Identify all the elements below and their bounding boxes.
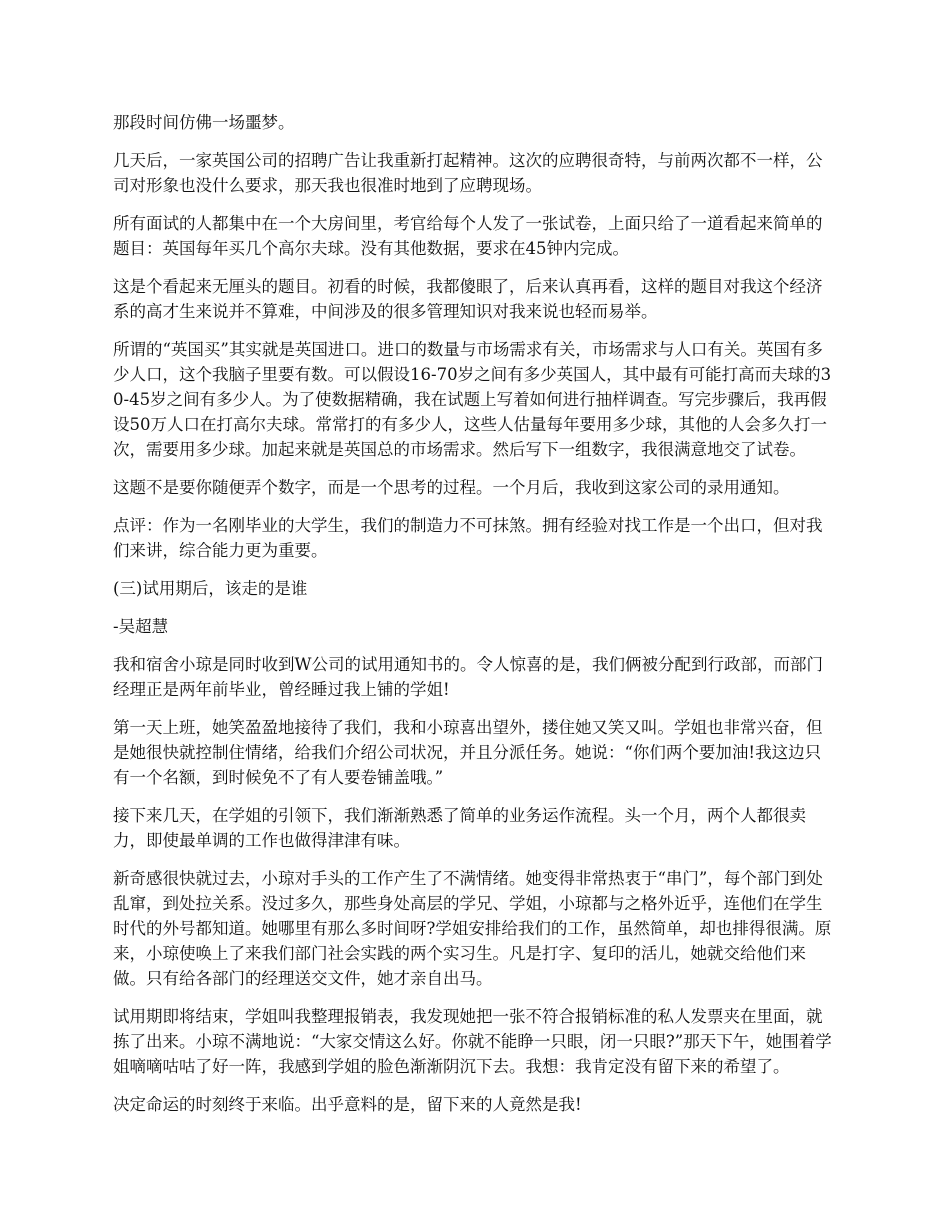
paragraph-outcome: 决定命运的时刻终于来临。出乎意料的是，留下来的人竟然是我! xyxy=(113,1095,582,1114)
paragraph-question-reaction: 这是个看起来无厘头的题目。初看的时候，我都傻眼了，后来认真再看，这样的题目对我这个经济系的高才生来说并不算难，中间涉及的很多管理知识对我来说也轻而易举。 xyxy=(113,277,823,321)
paragraph-job-ad: 几天后，一家英国公司的招聘广告让我重新打起精神。这次的应聘很奇特，与前两次都不一样，公司对形象也没什么要求，那天我也很准时地到了应聘现场。 xyxy=(113,151,823,195)
paragraph-opening: 那段时间仿佛一场噩梦。 xyxy=(113,113,295,132)
paragraph-offer: 这题不是要你随便弄个数字，而是一个思考的过程。一个月后，我收到这家公司的录用通知。 xyxy=(113,478,790,497)
paragraph-interview-room: 所有面试的人都集中在一个大房间里，考官给每个人发了一张试卷，上面只给了一道看起来简单的题目：英国每年买几个高尔夫球。没有其他数据，要求在45钟内完成。 xyxy=(113,214,823,258)
section-heading: (三)试用期后，该走的是谁 xyxy=(113,579,308,598)
paragraph-market-estimate: 所谓的“英国买”其实就是英国进口。进口的数量与市场需求有关，市场需求与人口有关。英国有多少人口，这个我脑子里要有数。可以假设16-70岁之间有多少英国人，其中最有可能打高而夫球的30-45岁之间有多少人。为了使数据精确，我在试题上写着如何进行抽样调查。写完步骤后，我再假设50万人口在打高尔夫球。常常打的有多少人，这些人估量每年要用多少球，其他的人会多久打一次，需要用多少球。加起来就是英国总的市场需求。然后写下一组数字，我很满意地交了试卷。 xyxy=(113,340,832,459)
paragraph-expense-report: 试用期即将结束，学姐叫我整理报销表，我发现她把一张不符合报销标准的私人发票夹在里面，就拣了出来。小琼不满地说：“大家交情这么好。你就不能睁一只眼，闭一只眼?”那天下午，她围着学姐嘀嘀咕咕了好一阵，我感到学姐的脸色渐渐阴沉下去。我想：我肯定没有留下来的希望了。 xyxy=(113,1007,832,1076)
paragraph-following-days: 接下来几天，在学姐的引领下，我们渐渐熟悉了简单的业务运作流程。头一个月，两个人都很卖力，即使最单调的工作也做得津津有味。 xyxy=(113,806,806,850)
paragraph-commentary: 点评：作为一名刚毕业的大学生，我们的制造力不可抹煞。拥有经验对找工作是一个出口，但对我们来讲，综合能力更为重要。 xyxy=(113,516,823,560)
paragraph-novelty-fades: 新奇感很快就过去，小琼对手头的工作产生了不满情绪。她变得非常热衷于“串门”，每个部门到处乱窜，到处拉关系。没过多久，那些身处高层的学兄、学姐，小琼都与之格外近乎，连他们在学生时代的外号都知道。她哪里有那么多时间呀?学姐安排给我们的工作，虽然简单，却也排得很满。原来，小琼使唤上了来我们部门社会实践的两个实习生。凡是打字、复印的活儿，她就交给他们来做。只有给各部门的经理送交文件，她才亲自出马。 xyxy=(113,869,832,988)
author-line: -吴超慧 xyxy=(113,617,169,636)
paragraph-first-day: 第一天上班，她笑盈盈地接待了我们，我和小琼喜出望外，搂住她又笑又叫。学姐也非常兴奋，但是她很快就控制住情绪，给我们介绍公司状况，并且分派任务。她说：“你们两个要加油!我这边只有一个名额，到时候免不了有人要卷铺盖哦。” xyxy=(113,718,823,787)
document-body xyxy=(113,110,837,1130)
paragraph-trial-notice: 我和宿舍小琼是同时收到W公司的试用通知书的。令人惊喜的是，我们俩被分配到行政部，而部门经理正是两年前毕业，曾经睡过我上铺的学姐! xyxy=(113,655,823,699)
